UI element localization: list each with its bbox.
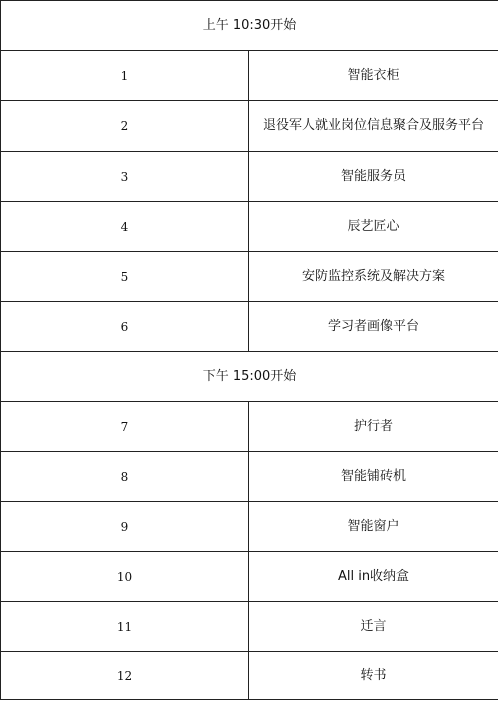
item-number: 4 xyxy=(1,202,249,252)
item-number: 10 xyxy=(1,552,249,602)
table-row xyxy=(1,202,498,252)
item-number: 1 xyxy=(1,51,249,101)
item-name: All in收纳盒 xyxy=(249,552,498,602)
table-row xyxy=(1,51,498,101)
item-number: 3 xyxy=(1,152,249,202)
item-name: 辰艺匠心 xyxy=(249,202,498,252)
item-name: 智能衣柜 xyxy=(249,51,498,101)
session-header-row xyxy=(1,1,498,51)
session-header-row xyxy=(1,352,498,402)
item-number: 6 xyxy=(1,302,249,352)
table-row xyxy=(1,101,498,152)
item-number: 11 xyxy=(1,602,249,652)
item-number: 2 xyxy=(1,101,249,152)
item-name: 护行者 xyxy=(249,402,498,452)
item-name: 转书 xyxy=(249,652,498,700)
table-row xyxy=(1,652,498,700)
table-row xyxy=(1,402,498,452)
item-number: 9 xyxy=(1,502,249,552)
item-number: 5 xyxy=(1,252,249,302)
session-title: 上午 10:30开始 xyxy=(1,1,498,51)
schedule-body xyxy=(1,1,498,700)
item-name: 安防监控系统及解决方案 xyxy=(249,252,498,302)
table-row xyxy=(1,152,498,202)
item-number: 7 xyxy=(1,402,249,452)
table-row xyxy=(1,502,498,552)
item-name: 迁言 xyxy=(249,602,498,652)
item-number: 12 xyxy=(1,652,249,700)
item-name: 智能窗户 xyxy=(249,502,498,552)
table-row xyxy=(1,452,498,502)
table-row xyxy=(1,302,498,352)
item-name: 学习者画像平台 xyxy=(249,302,498,352)
item-number: 8 xyxy=(1,452,249,502)
table-row xyxy=(1,602,498,652)
session-title: 下午 15:00开始 xyxy=(1,352,498,402)
item-name: 智能服务员 xyxy=(249,152,498,202)
table-row xyxy=(1,552,498,602)
item-name: 退役军人就业岗位信息聚合及服务平台 xyxy=(249,101,498,152)
item-name: 智能铺砖机 xyxy=(249,452,498,502)
table-row xyxy=(1,252,498,302)
